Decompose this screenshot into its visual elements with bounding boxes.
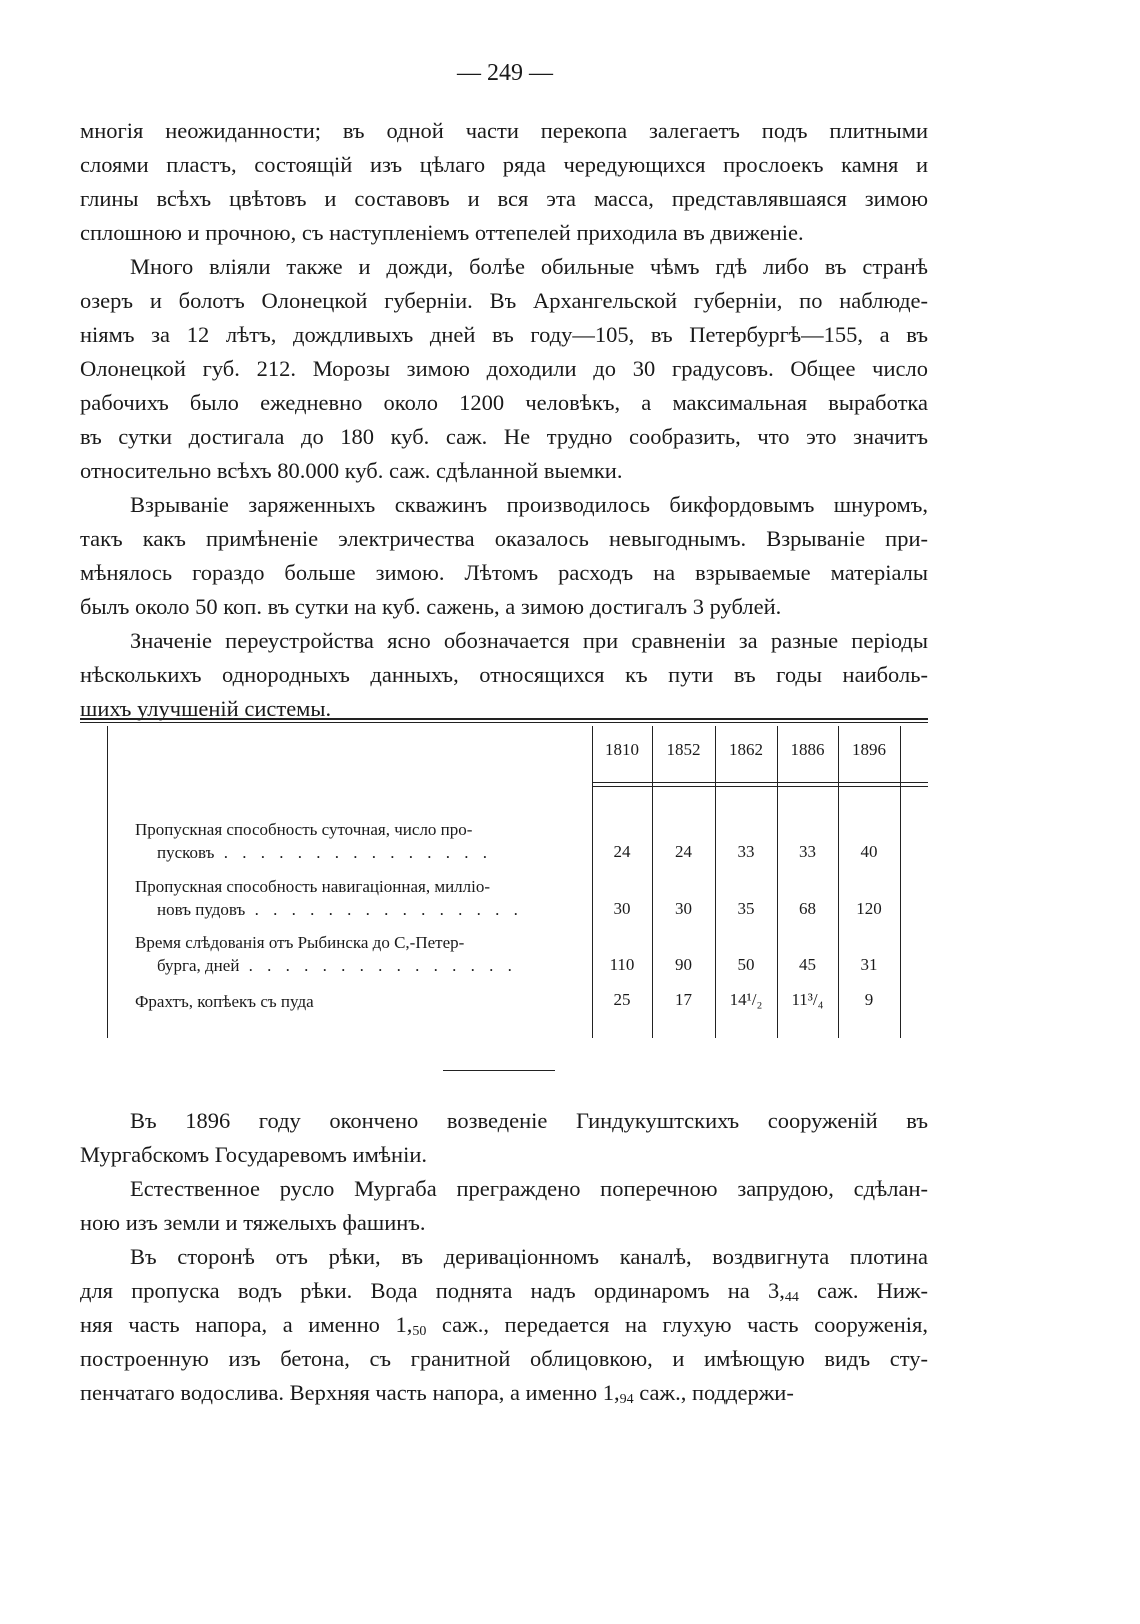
table-cell: 14¹/₂ bbox=[729, 990, 763, 1009]
text-line: въ сутки достигала до 180 куб. саж. Не трудно сообразить, что это значитъ bbox=[80, 424, 928, 449]
year-header: 1810 bbox=[605, 740, 639, 759]
text-segment: няя часть напора, а именно 1, bbox=[80, 1312, 413, 1337]
section-divider bbox=[443, 1070, 555, 1071]
text-line: слоями пластъ, состоящій изъ цѣлаго ряда чередующихся прослоекъ камня и bbox=[80, 152, 928, 177]
row-label bbox=[135, 931, 585, 977]
table-cell: 35 bbox=[737, 899, 755, 918]
year-header: 1896 bbox=[852, 740, 886, 759]
text-line bbox=[80, 1342, 928, 1376]
row-label-line: Время слѣдованія отъ Рыбинска до С,-Петер- bbox=[135, 933, 465, 952]
text-line: такъ какъ примѣненіе электричества оказалось невыгоднымъ. Взрываніе при- bbox=[80, 526, 928, 551]
text-line: Взрываніе заряженныхъ скважинъ производилось бикфордовымъ шнуромъ, bbox=[130, 492, 928, 517]
text-segment: Естественное русло Мургаба преграждено поперечною запрудою, сдѣлан- bbox=[130, 1176, 928, 1201]
text-line: озеръ и болотъ Олонецкой губерніи. Въ Архангельской губерніи, по наблюде- bbox=[80, 288, 928, 313]
subscript: 94 bbox=[619, 1392, 634, 1407]
text-line bbox=[80, 1138, 928, 1172]
text-line bbox=[80, 1308, 928, 1342]
table-border bbox=[900, 726, 901, 1038]
table-cell: 68 bbox=[799, 899, 816, 918]
table-cell: 110 bbox=[609, 955, 635, 974]
header-rule bbox=[592, 786, 928, 787]
table-cell: 25 bbox=[613, 990, 631, 1009]
table-cell: 11³/₄ bbox=[791, 990, 824, 1009]
bottom-text bbox=[80, 1104, 928, 1410]
text-segment: саж. Ниж- bbox=[798, 1278, 928, 1303]
text-segment: Въ сторонѣ отъ рѣки, въ дериваціонномъ каналѣ, воздвигнута плотина bbox=[130, 1244, 928, 1269]
year-header: 1886 bbox=[790, 740, 825, 759]
text-line: ніямъ за 12 лѣтъ, дождливыхъ дней въ году—105, въ Петербургѣ—155, а въ bbox=[80, 322, 928, 347]
table-cell: 30 bbox=[613, 899, 631, 918]
text-line bbox=[80, 1376, 928, 1410]
text-line: былъ около 50 коп. въ сутки на куб. сажень, а зимою достигалъ 3 рублей. bbox=[80, 594, 782, 619]
text-line bbox=[80, 1206, 928, 1240]
text-line: шихъ улучшеній системы. bbox=[80, 696, 332, 721]
year-header: 1862 bbox=[729, 740, 763, 759]
header-rule bbox=[592, 782, 928, 783]
page-number: — 249 — bbox=[457, 60, 553, 86]
table-top-rule bbox=[80, 718, 928, 720]
text-line: многія неожиданности; въ одной части перекопа залегаетъ подъ плитными bbox=[80, 118, 928, 143]
table-border bbox=[107, 726, 108, 1038]
text-line: мѣнялось гораздо больше зимою. Лѣтомъ расходъ на взрываемые матеріалы bbox=[80, 560, 928, 585]
table-cell: 33 bbox=[737, 842, 755, 861]
table-cell: 120 bbox=[856, 899, 882, 918]
table-cell: 17 bbox=[675, 990, 692, 1009]
row-label bbox=[135, 875, 585, 921]
row-label-line: пусковъ . . . . . . . . . . . . . . . bbox=[157, 843, 492, 862]
table-cell: 30 bbox=[675, 899, 692, 918]
text-line: глины всѣхъ цвѣтовъ и составовъ и вся эта масса, представлявшаяся зимою bbox=[80, 186, 928, 211]
text-line bbox=[80, 1274, 928, 1308]
text-line bbox=[80, 1104, 928, 1138]
table-top-rule bbox=[80, 722, 928, 723]
table-cell: 90 bbox=[675, 955, 692, 974]
table-cell: 31 bbox=[860, 955, 878, 974]
table-cell: 24 bbox=[675, 842, 692, 861]
row-label bbox=[135, 990, 585, 1013]
year-header: 1852 bbox=[666, 740, 701, 759]
text-line bbox=[80, 1240, 928, 1274]
text-segment: ною изъ земли и тяжелыхъ фашинъ. bbox=[80, 1210, 426, 1235]
row-label-line: Пропускная способность суточная, число про- bbox=[135, 820, 473, 839]
comparison-table bbox=[80, 718, 928, 1040]
table-cell: 45 bbox=[799, 955, 816, 974]
table-cell: 50 bbox=[737, 955, 755, 974]
row-label-line: бурга, дней . . . . . . . . . . . . . . . bbox=[157, 956, 517, 975]
text-line: сплошною и прочною, съ наступленіемъ оттепелей приходила въ движеніе. bbox=[80, 220, 804, 245]
text-line: Много вліяли также и дожди, болѣе обильные чѣмъ гдѣ либо въ странѣ bbox=[130, 254, 928, 279]
text-line: Олонецкой губ. 212. Морозы зимою доходили до 30 градусовъ. Общее число bbox=[80, 356, 928, 381]
text-segment: Мургабскомъ Государевомъ имѣніи. bbox=[80, 1142, 427, 1167]
row-label-text: бурга, дней bbox=[157, 956, 240, 975]
subscript: 44 bbox=[784, 1290, 799, 1305]
table-cell: 9 bbox=[864, 990, 874, 1009]
row-label-text: новъ пудовъ bbox=[157, 900, 246, 919]
text-segment: Въ 1896 году окончено возведеніе Гиндукуштскихъ сооруженій въ bbox=[130, 1108, 928, 1133]
top-text bbox=[80, 114, 928, 726]
text-line: Значеніе переустройства ясно обозначается при сравненіи за разные періоды bbox=[130, 628, 928, 653]
table-cell: 40 bbox=[860, 842, 878, 861]
row-label-text: пусковъ bbox=[157, 843, 215, 862]
text-line: относительно всѣхъ 80.000 куб. саж. сдѣланной выемки. bbox=[80, 458, 623, 483]
row-label-line: Пропускная способность навигаціонная, милліо- bbox=[135, 877, 491, 896]
subscript: 50 bbox=[412, 1324, 427, 1339]
row-label bbox=[135, 818, 585, 864]
text-segment: построенную изъ бетона, съ гранитной облицовкою, и имѣющую видъ сту- bbox=[80, 1346, 928, 1371]
text-line: рабочихъ было ежедневно около 1200 человѣкъ, а максимальная выработка bbox=[80, 390, 928, 415]
text-line bbox=[80, 1172, 928, 1206]
text-segment: саж., поддержи- bbox=[633, 1380, 794, 1405]
text-segment: для пропуска водъ рѣки. Вода поднята надъ ординаромъ на 3, bbox=[80, 1278, 785, 1303]
row-label-line: новъ пудовъ . . . . . . . . . . . . . . . bbox=[157, 900, 523, 919]
text-segment: саж., передается на глухую часть сооруженія, bbox=[426, 1312, 928, 1337]
text-line: нѣсколькихъ однородныхъ данныхъ, относящихся къ пути въ годы наиболь- bbox=[80, 662, 928, 687]
row-label-line: Фрахтъ, копѣекъ съ пуда bbox=[135, 992, 314, 1011]
text-segment: пенчатаго водослива. Верхняя часть напора, а именно 1, bbox=[80, 1380, 620, 1405]
table-cell: 33 bbox=[799, 842, 816, 861]
table-cell: 24 bbox=[613, 842, 631, 861]
